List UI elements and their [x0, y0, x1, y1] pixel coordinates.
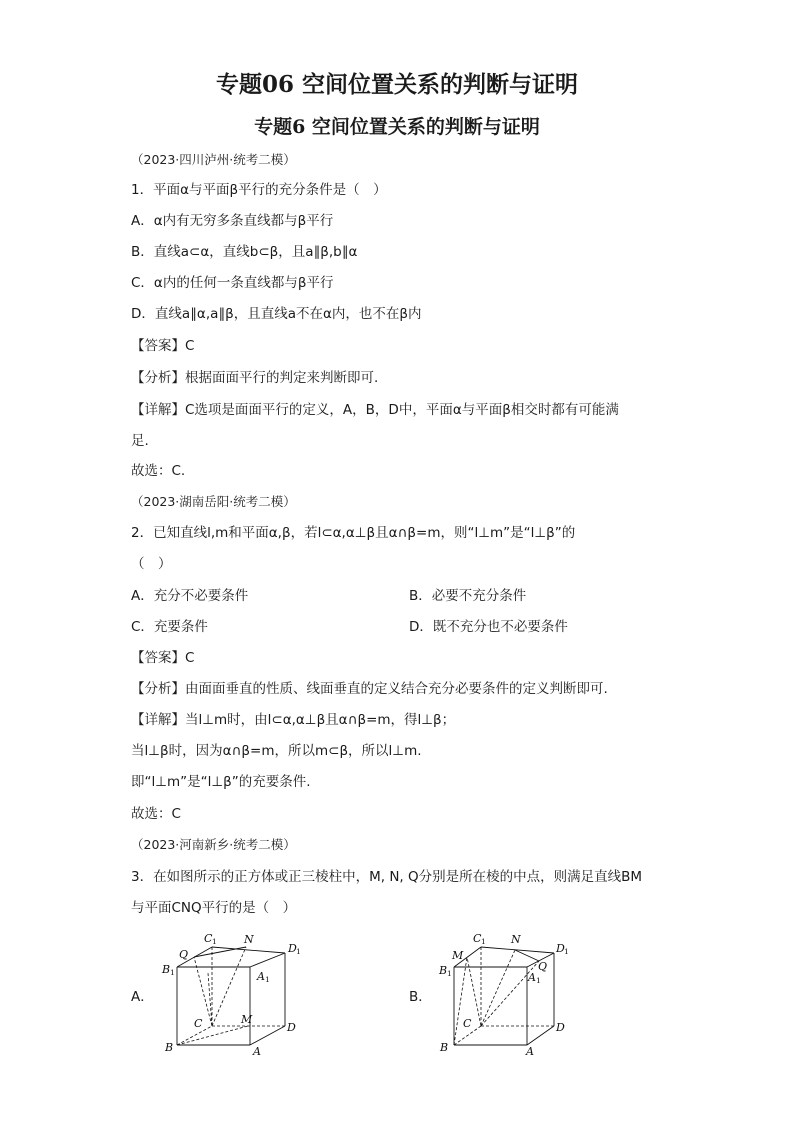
fig-a-sub-c1: 1 [212, 937, 217, 946]
fig-b-label-c1: C [473, 932, 482, 945]
q2-analysis: 【分析】由面面垂直的性质、线面垂直的定义结合充分必要条件的定义判断即可. [131, 681, 608, 697]
q2-option-a: A．充分不必要条件 [131, 588, 249, 604]
fig-a-sub-b1: 1 [170, 968, 175, 977]
fig-a-label-a: A [253, 1045, 261, 1058]
fig-a-label-c1: C [204, 932, 213, 945]
fig-b-label-c: C [463, 1017, 472, 1030]
fig-b-sub-c1: 1 [481, 937, 486, 946]
q2-detail-line2: 当l⊥β时，因为α∩β=m，所以m⊂β，所以l⊥m. [131, 743, 422, 759]
fig-b-label-n: N [511, 933, 521, 946]
q1-option-d: D．直线a∥α,a∥β，且直线a不在α内，也不在β内 [131, 306, 422, 322]
q1-analysis: 【分析】根据面面平行的判定来判断即可. [131, 370, 379, 386]
fig-b-sub-d1: 1 [564, 947, 569, 956]
fig-b-label-b1: B [439, 964, 448, 977]
q1-detail-line2: 足. [131, 433, 149, 449]
fig-b-label-q: Q [538, 960, 548, 973]
q1-option-c: C．α内的任何一条直线都与β平行 [131, 275, 334, 291]
fig-a-label-d: D [287, 1021, 296, 1034]
document-subtitle: 专题6 空间位置关系的判断与证明 [254, 116, 540, 138]
q2-source: （2023·湖南岳阳·统考二模） [131, 494, 296, 509]
q1-choose: 故选：C. [131, 463, 186, 479]
q2-detail-line3: 即“l⊥m”是“l⊥β”的充要条件. [131, 774, 311, 790]
fig-b-sub-b1: 1 [447, 969, 452, 978]
q1-stem: 1．平面α与平面β平行的充分条件是（ ） [131, 182, 387, 198]
q3-figure-b-label: B． [409, 989, 432, 1005]
fig-b-label-d: D [556, 1021, 565, 1034]
q3-source: （2023·河南新乡·统考二模） [131, 837, 296, 852]
fig-b-label-m: M [452, 949, 464, 962]
q2-choose: 故选：C [131, 806, 181, 822]
q1-source: （2023·四川泸州·统考二模） [131, 152, 296, 167]
q1-detail-line1: 【详解】C选项是面面平行的定义，A，B，D中，平面α与平面β相交时都有可能满 [131, 402, 619, 418]
q2-stem: 2．已知直线l,m和平面α,β，若l⊂α,α⊥β且α∩β=m，则“l⊥m”是“l⊥β”的 [131, 525, 576, 541]
q2-option-c: C．充要条件 [131, 619, 208, 635]
q1-option-b: B．直线a⊂α，直线b⊂β，且a∥β,b∥α [131, 244, 358, 260]
figure-a-cube [150, 925, 310, 1065]
fig-b-label-a: A [526, 1045, 534, 1058]
q3-stem-line1: 3．在如图所示的正方体或正三棱柱中，M, N, Q分别是所在棱的中点，则满足直线BM [131, 869, 643, 885]
fig-a-sub-d1: 1 [296, 947, 301, 956]
q3-stem-line2: 与平面CNQ平行的是（ ） [131, 900, 297, 916]
fig-a-label-n: N [244, 933, 254, 946]
fig-b-label-a1: A [528, 971, 536, 984]
fig-a-label-b1: B [162, 963, 171, 976]
fig-a-label-m: M [241, 1013, 253, 1026]
q1-option-a: A．α内有无穷多条直线都与β平行 [131, 213, 334, 229]
q2-detail-line1: 【详解】当l⊥m时，由l⊂α,α⊥β且α∩β=m，得l⊥β； [131, 712, 456, 728]
fig-b-label-b: B [440, 1041, 449, 1054]
fig-a-label-b: B [165, 1041, 174, 1054]
figure-b-cube [427, 925, 587, 1065]
fig-a-sub-a1: 1 [265, 975, 270, 984]
q2-option-b: B．必要不充分条件 [409, 588, 527, 604]
q1-answer: 【答案】C [131, 338, 195, 354]
fig-b-sub-a1: 1 [536, 976, 541, 985]
document-title: 专题06 空间位置关系的判断与证明 [215, 71, 578, 98]
q3-figure-a-label: A． [131, 989, 154, 1005]
fig-a-label-d1: D [288, 942, 297, 955]
q2-answer: 【答案】C [131, 650, 195, 666]
fig-a-label-c: C [194, 1017, 203, 1030]
fig-a-label-a1: A [257, 970, 265, 983]
q2-option-d: D．既不充分也不必要条件 [409, 619, 568, 635]
fig-b-label-d1: D [556, 942, 565, 955]
q2-paren: （ ） [131, 556, 172, 572]
fig-a-label-q: Q [179, 948, 189, 961]
